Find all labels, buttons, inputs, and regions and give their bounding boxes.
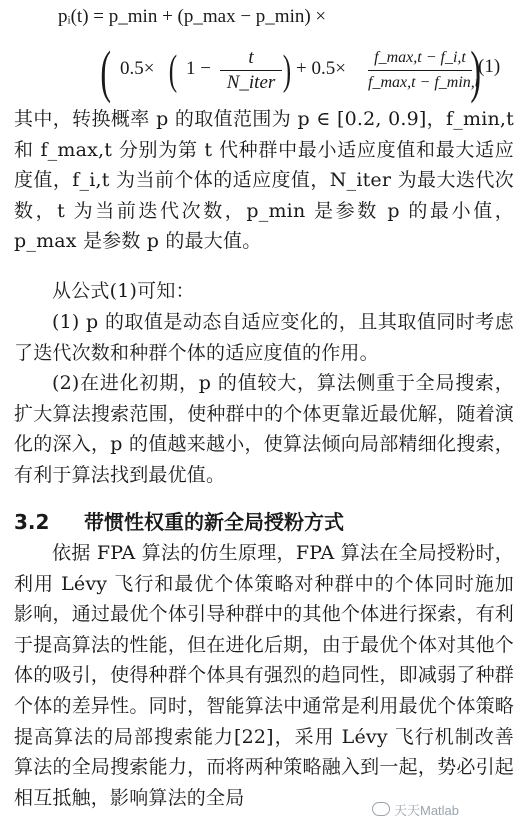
plus-coef: + 0.5× [296, 58, 346, 79]
section-title: 带惯性权重的新全局授粉方式 [84, 510, 344, 534]
section-number: 3.2 [14, 510, 50, 534]
left-inner-paren: ( [168, 48, 178, 94]
paragraph-fpa: 依据 FPA 算法的仿生原理，FPA 算法在全局授粉时，利用 Lévy 飞行和最优个体策略对种群中的个体同时施加影响，通过最优个体引导种群中的其他个体进行探索，有利于提高算法的性能，但在进化后期，由于最优个体对其他个体的吸引，使得种群个体具有强烈的趋同性，即减弱了种群个体的差异性。同时，智能算法中通常是利用最优个体策略提高算法的局部搜索能力[22]，采用 Lévy 飞行机制改善算法的全局搜索能力，而将两种策略融入到一起，势必引起相互抵触，影响算法的全局 [14, 542, 514, 809]
fraction-t-over-niter [220, 46, 282, 95]
coef-1: 0.5× [120, 58, 155, 79]
section-heading [14, 506, 344, 535]
paragraph-definitions: 其中，转换概率 p 的取值范围为 p ∈ [0.2, 0.9]，f_min,t 和 f_max,t 分别为第 t 代种群中最小适应度值和最大适应度值，f_i,t 为当前个体的适应度值，N_iter 为最大迭代次数，t 为当前迭代次数，p_min 是参数 p 的最小值，p_max 是参数 p 的最大值。 [14, 108, 514, 253]
paragraph-point-2: (2)在进化初期，p 的值较大，算法侧重于全局搜索，扩大算法搜索范围，使种群中的个体更靠近最优解，随着演化的深入，p 的值越来越小，使算法倾向局部精细化搜索，有利于算法找到最优值。 [14, 372, 514, 486]
frac1-denominator: N_iter [226, 72, 276, 93]
paragraph-from-formula: 从公式(1)可知： [52, 280, 195, 302]
right-outer-paren: ) [470, 39, 481, 104]
paragraph-point-1: (1) p 的取值是动态自适应变化的，且其取值同时考虑了迭代次数和种群个体的适应度值的作用。 [14, 311, 514, 364]
one-minus: 1 − [186, 58, 211, 79]
formula-line-2 [96, 40, 516, 106]
watermark-text: 天天Matlab [394, 803, 460, 818]
fraction-fitness [368, 46, 480, 95]
right-inner-paren: ) [282, 48, 292, 94]
frac2-denominator: f_max,t − f_min,t [368, 74, 480, 91]
left-outer-paren: ( [100, 39, 111, 104]
frac1-numerator: t [248, 47, 254, 68]
equation-number: (1) [478, 56, 501, 77]
frac2-numerator: f_max,t − f_i,t [374, 49, 466, 66]
watermark [372, 800, 459, 819]
formula-line-1 [58, 6, 326, 28]
formula-text: pᵢ(t) = p_min + (p_max − p_min) × [58, 6, 327, 27]
wechat-icon [372, 802, 390, 816]
